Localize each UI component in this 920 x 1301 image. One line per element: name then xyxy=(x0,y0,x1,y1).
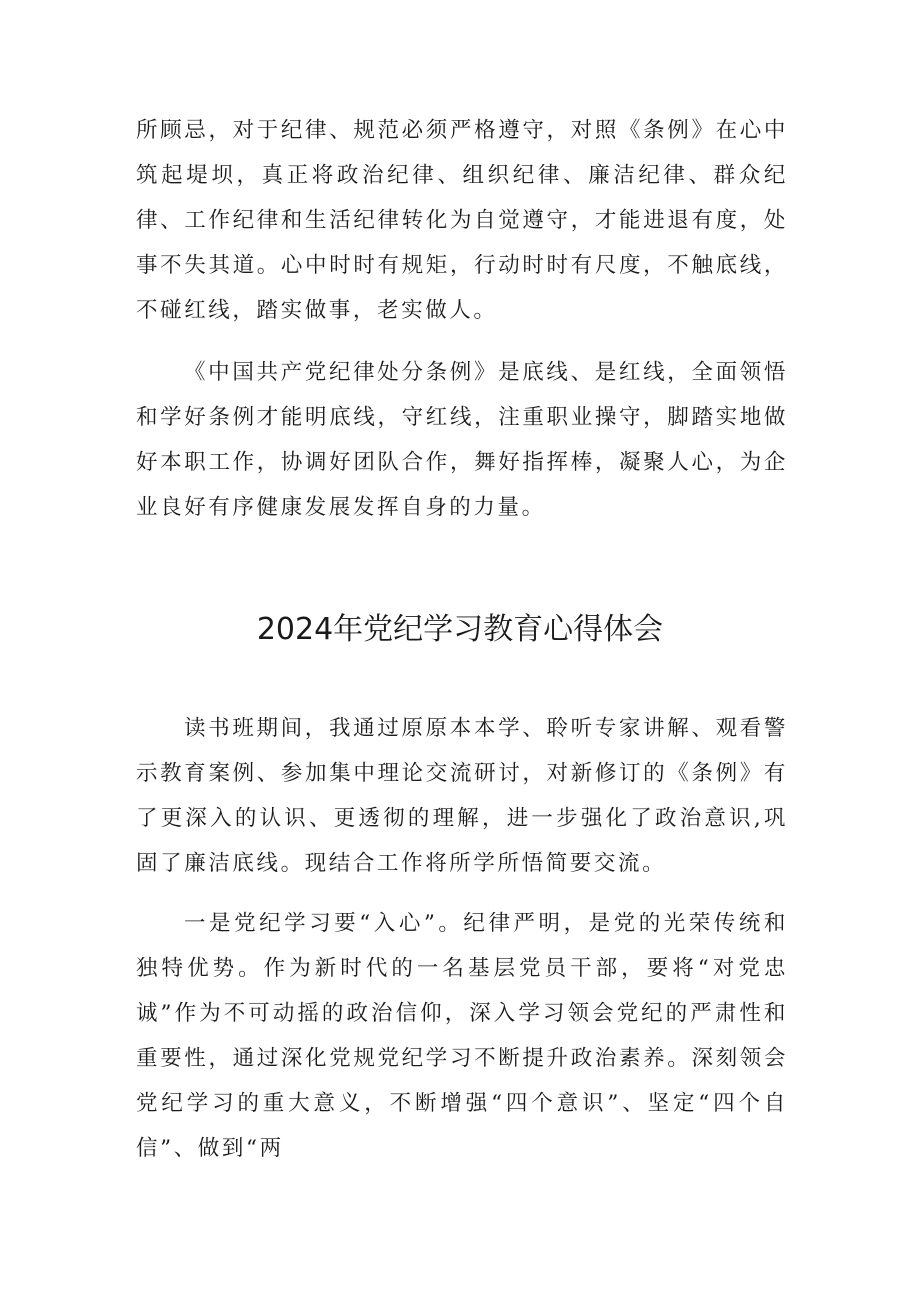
body-paragraph: 一是党纪学习要“入心”。纪律严明，是党的光荣传统和独特优势。作为新时代的一名基层党员干部，要将“对党忠诚”作为不可动摇的政治信仰，深入学习领会党纪的严肃性和重要性，通过深化党规党纪学习不断提升政治素养。深刻领会党纪学习的重大意义，不断增强“四个意识”、坚定“四个自信”、做到“两 xyxy=(136,911,788,1161)
document-title: 2024年党纪学习教育心得体会 xyxy=(256,612,664,647)
body-paragraph: 所顾忌，对于纪律、规范必须严格遵守，对照《条例》在心中筑起堤坝，真正将政治纪律、组织纪律、廉洁纪律、群众纪律、工作纪律和生活纪律转化为自觉遵守，才能进退有度，处事不失其道。心中时时有规矩，行动时时有尺度，不触底线，不碰红线，踏实做事，老实做人。 xyxy=(136,118,788,323)
body-paragraph: 读书班期间，我通过原原本本学、聆听专家讲解、观看警示教育案例、参加集中理论交流研讨，对新修订的《条例》有了更深入的认识、更透彻的理解，进一步强化了政治意识,巩固了廉洁底线。现结合工作将所学所悟简要交流。 xyxy=(136,716,788,876)
body-paragraph: 《中国共产党纪律处分条例》是底线、是红线，全面领悟和学好条例才能明底线，守红线，注重职业操守，脚踏实地做好本职工作，协调好团队合作，舞好指挥棒，凝聚人心，为企业良好有序健康发展发挥自身的力量。 xyxy=(136,360,788,520)
